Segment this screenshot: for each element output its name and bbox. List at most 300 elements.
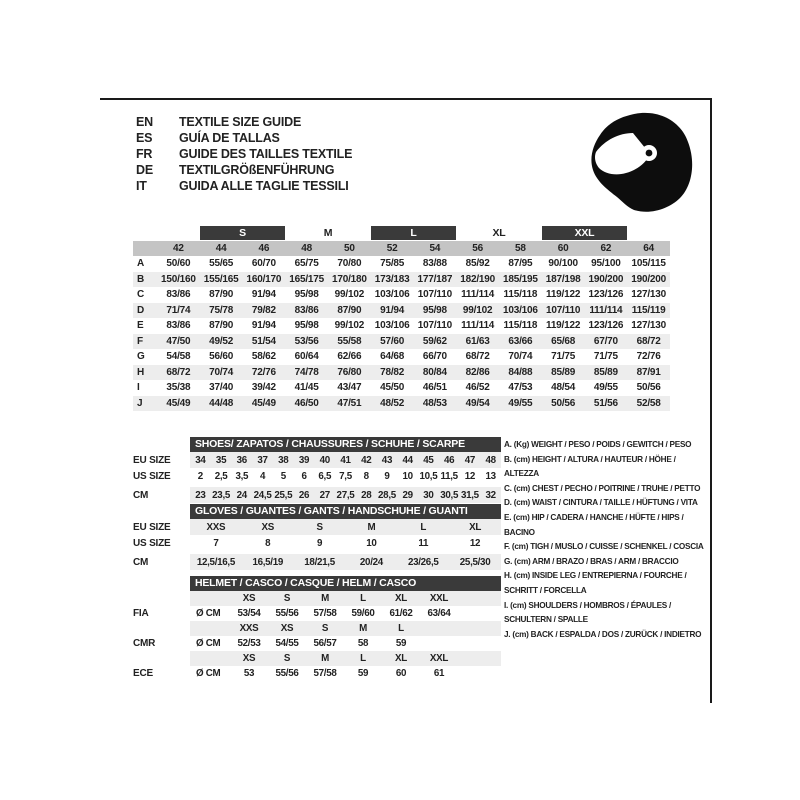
helmet-value-row-ece	[133, 666, 501, 681]
measure-value: 87/90	[337, 304, 362, 316]
measure-value: 50/56	[551, 397, 576, 409]
size-value: 2,5	[214, 470, 228, 482]
size-value: 28,5	[378, 489, 396, 501]
measure-value: 170/180	[332, 273, 367, 285]
measure-value: 68/72	[636, 335, 661, 347]
language-title: GUÍA DE TALLAS	[179, 131, 280, 145]
language-code: FR	[136, 147, 153, 161]
measure-value: 90/100	[548, 258, 578, 270]
helmet-size-value: 57/58	[313, 608, 337, 619]
measure-value: 66/70	[422, 351, 447, 363]
size-value: 42	[361, 454, 372, 466]
measure-value: 75/85	[380, 258, 405, 270]
size-value: 5	[280, 470, 286, 482]
size-value: 30,5	[440, 489, 459, 501]
size-value: 34	[195, 454, 206, 466]
size-value: 24	[236, 489, 247, 501]
measure-value: 83/86	[166, 320, 191, 332]
size-value: 30	[423, 489, 434, 501]
measure-value: 99/102	[334, 289, 365, 301]
size-number: 58	[515, 243, 526, 254]
measure-value: 127/130	[631, 289, 666, 301]
measure-value: 107/110	[417, 320, 452, 332]
measure-value: 74/78	[294, 366, 319, 378]
size-row-us-size	[133, 468, 501, 484]
helmet-value-row-cmr	[133, 636, 501, 651]
measure-value: 115/118	[503, 320, 538, 332]
size-value: 31,5	[460, 489, 479, 501]
measure-value: 48/54	[551, 382, 576, 394]
size-value: 44	[402, 454, 413, 466]
measure-value: 80/84	[422, 366, 447, 378]
size-value: 13	[485, 470, 496, 482]
measure-row-H	[133, 365, 670, 381]
measure-letter: E	[137, 320, 144, 332]
measure-value: 43/47	[337, 382, 362, 394]
language-code: EN	[136, 115, 153, 129]
measure-value: 84/88	[508, 366, 533, 378]
measure-value: 87/90	[209, 320, 234, 332]
legend-item: A. (Kg) WEIGHT / PESO / POIDS / GEWITCH / PESO	[504, 440, 692, 449]
legend-item: H. (cm) INSIDE LEG / ENTREPIERNA / FOURCHE / SCHRITT / FORCELLA	[504, 571, 687, 595]
measure-value: 85/89	[551, 366, 576, 378]
legend-item: C. (cm) CHEST / PECHO / POITRINE / TRUHE / PETTO	[504, 483, 701, 493]
language-title: GUIDE DES TAILLES TEXTILE	[179, 147, 353, 161]
measure-row-A	[133, 256, 670, 272]
legend-item: I. (cm) SHOULDERS / HOMBROS / ÉPAULES / SCHULTERN / SPALLE	[504, 600, 672, 625]
size-value: 6,5	[318, 470, 332, 482]
measure-value: 75/78	[209, 304, 234, 316]
size-value: 46	[444, 454, 455, 466]
helmet-size-label: XS	[242, 653, 256, 664]
measure-value: 105/115	[631, 258, 666, 270]
standard-label: CMR	[133, 638, 156, 649]
page-border-top	[100, 98, 712, 100]
size-group-row	[133, 226, 670, 240]
measure-value: 72/76	[636, 351, 661, 363]
standard-label: FIA	[133, 608, 149, 619]
size-value: 7	[213, 537, 219, 549]
legend-item: B. (cm) HEIGHT / ALTURA / HAUTEUR / HÖHE / ALTEZZA	[504, 454, 676, 479]
measure-value: 39/42	[251, 382, 276, 394]
measure-value: 51/56	[593, 397, 618, 409]
helmet-value-row-fia	[133, 606, 501, 621]
language-row	[136, 162, 352, 178]
row-label: EU SIZE	[133, 521, 171, 533]
measure-value: 119/122	[546, 289, 581, 301]
measure-row-B	[133, 272, 670, 288]
measure-value: 173/183	[374, 273, 410, 285]
measure-value: 70/74	[508, 351, 533, 363]
legend-item: D. (cm) WAIST / CINTURA / TAILLE / HÜFTUNG / VITA	[504, 498, 698, 508]
measure-value: 95/98	[294, 320, 319, 332]
measure-value: 60/70	[251, 258, 276, 270]
legend-item: J. (cm) BACK / ESPALDA / DOS / ZURÜCK / INDIETRO	[504, 629, 702, 639]
measure-value: 115/118	[503, 289, 538, 301]
helmet-size-label: XS	[242, 593, 256, 604]
language-row	[136, 146, 352, 162]
measure-value: 62/66	[337, 351, 362, 363]
size-value: 6	[301, 470, 307, 482]
size-value: 18/21,5	[304, 556, 335, 568]
measure-value: 82/86	[465, 366, 490, 378]
size-value: 23,5	[212, 489, 231, 501]
helmet-size-label: S	[321, 623, 329, 634]
measurement-legend	[504, 438, 704, 642]
size-group-label: S	[200, 226, 286, 240]
size-value: 24,5	[253, 489, 272, 501]
measure-value: 55/65	[209, 258, 234, 270]
standard-label: ECE	[133, 668, 153, 679]
size-value: XS	[261, 521, 274, 533]
language-code: DE	[136, 163, 153, 177]
language-row	[136, 130, 352, 146]
size-value: 23/26,5	[407, 556, 439, 568]
measure-value: 177/187	[417, 273, 453, 285]
measure-value: 111/114	[461, 320, 495, 332]
helmet-size-label: XXS	[239, 623, 259, 634]
size-number: 52	[386, 243, 398, 254]
measure-value: 47/50	[166, 335, 191, 347]
measure-value: 45/50	[380, 382, 405, 394]
helmet-size-label: S	[283, 593, 291, 604]
size-value: 47	[464, 454, 476, 466]
legend-item: G. (cm) ARM / BRAZO / BRAS / ARM / BRACCIO	[504, 556, 679, 566]
measure-value: 99/102	[462, 304, 493, 316]
measure-value: 95/98	[294, 289, 319, 301]
measure-value: 83/88	[422, 258, 447, 270]
measure-value: 64/68	[380, 351, 405, 363]
measure-value: 95/100	[591, 258, 621, 270]
measure-value: 52/58	[636, 397, 661, 409]
size-value: 41	[340, 454, 351, 466]
helmet-size-value: 56/57	[313, 638, 337, 649]
measure-value: 48/52	[380, 397, 405, 409]
measure-value: 54/58	[166, 351, 191, 363]
size-value: 27	[319, 489, 330, 501]
helmet-size-label: L	[398, 623, 404, 634]
row-label: EU SIZE	[133, 454, 171, 466]
size-value: 36	[236, 454, 247, 466]
size-value: 39	[298, 454, 310, 466]
measure-value: 71/75	[551, 351, 576, 363]
helmet-size-label: L	[360, 653, 366, 664]
measure-value: 123/126	[588, 289, 624, 301]
textile-size-table	[133, 226, 670, 411]
measure-value: 35/38	[166, 382, 191, 394]
size-value: 25,5	[274, 489, 293, 501]
size-value: XXS	[206, 521, 226, 533]
measure-value: 87/91	[636, 366, 661, 378]
measure-value: 46/52	[465, 382, 490, 394]
measure-value: 87/95	[508, 258, 533, 270]
language-row	[136, 114, 352, 130]
row-label: CM	[133, 489, 149, 501]
language-title: GUIDA ALLE TAGLIE TESSILI	[179, 179, 349, 193]
diameter-unit-label: Ø CM	[196, 608, 221, 619]
size-value: M	[367, 521, 376, 533]
size-value: 27,5	[336, 489, 355, 501]
measure-value: 72/76	[251, 366, 276, 378]
size-number: 56	[472, 243, 483, 254]
size-value: 43	[381, 454, 393, 466]
size-value: 3,5	[235, 470, 249, 482]
measure-value: 49/55	[593, 382, 618, 394]
measure-value: 103/106	[374, 289, 410, 301]
page-border-right	[710, 98, 712, 703]
size-value: 35	[215, 454, 227, 466]
size-value: 11,5	[440, 470, 458, 482]
helmet-size-value: 55/56	[275, 668, 299, 679]
measure-letter: H	[137, 366, 145, 378]
size-value: 32	[485, 489, 496, 501]
size-value: 10	[366, 537, 377, 549]
size-number: 44	[215, 243, 227, 254]
measure-value: 119/122	[546, 320, 581, 332]
measure-value: 65/68	[551, 335, 576, 347]
measure-value: 103/106	[503, 304, 538, 316]
size-number-row	[133, 241, 670, 256]
size-value: S	[316, 521, 323, 533]
measure-row-J	[133, 396, 670, 412]
helmet-size-label: XXL	[429, 593, 449, 604]
size-value: 10	[402, 470, 413, 482]
helmet-table-title: HELMET / CASCO / CASQUE / HELM / CASCO	[190, 576, 501, 591]
helmet-size-value: 59/60	[351, 608, 375, 619]
diameter-unit-label: Ø CM	[196, 638, 221, 649]
size-value: 45	[423, 454, 434, 466]
measure-value: 47/53	[508, 382, 533, 394]
measure-value: 41/45	[294, 382, 319, 394]
size-value: 4	[259, 470, 266, 482]
shoes-size-table	[133, 437, 501, 503]
helmet-size-value: 54/55	[275, 638, 299, 649]
size-row-cm	[133, 487, 501, 503]
helmet-size-value: 59	[395, 638, 407, 649]
measure-value: 78/82	[380, 366, 405, 378]
size-value: 16,5/19	[252, 556, 284, 568]
measure-value: 185/195	[503, 273, 538, 285]
language-title: TEXTILE SIZE GUIDE	[179, 115, 302, 129]
helmet-size-value: 55/56	[275, 608, 299, 619]
size-value: 26	[298, 489, 310, 501]
measure-value: 83/86	[166, 289, 191, 301]
helmet-size-label: S	[283, 653, 291, 664]
gloves-size-table	[133, 504, 501, 570]
measure-letter: I	[137, 382, 140, 394]
measure-value: 46/51	[422, 382, 447, 394]
measure-value: 46/50	[294, 397, 319, 409]
measure-value: 71/74	[166, 304, 191, 316]
size-value: 48	[485, 454, 496, 466]
measure-value: 115/119	[631, 304, 666, 316]
measure-value: 150/160	[161, 273, 196, 285]
measure-value: 190/200	[631, 273, 666, 285]
measure-value: 111/114	[461, 289, 495, 301]
measure-value: 67/70	[593, 335, 618, 347]
language-title-list	[136, 114, 352, 194]
helmet-size-value: 61	[433, 668, 445, 679]
measure-value: 44/48	[209, 397, 234, 409]
measure-value: 51/54	[251, 335, 276, 347]
size-value: 12	[469, 537, 481, 549]
diameter-unit-label: Ø CM	[196, 668, 221, 679]
helmet-size-value: 59	[357, 668, 369, 679]
measure-value: 107/110	[417, 289, 452, 301]
measure-letter: C	[137, 289, 145, 301]
measure-value: 65/75	[294, 258, 319, 270]
size-group-label: L	[371, 226, 457, 240]
measure-value: 70/74	[209, 366, 234, 378]
measure-value: 60/64	[294, 351, 319, 363]
size-group-label: M	[323, 227, 333, 239]
measure-value: 85/89	[593, 366, 618, 378]
measure-value: 68/72	[465, 351, 490, 363]
measure-letter: F	[137, 335, 143, 347]
size-value: 20/24	[359, 556, 383, 568]
measure-value: 48/53	[422, 397, 447, 409]
language-row	[136, 178, 352, 194]
measure-value: 50/60	[166, 258, 191, 270]
size-value: 38	[278, 454, 289, 466]
helmet-size-value: 60	[395, 668, 407, 679]
helmet-size-value: 53	[243, 668, 255, 679]
size-value: 7,5	[339, 470, 352, 482]
helmet-size-value: 57/58	[313, 668, 337, 679]
size-number: 42	[173, 243, 184, 254]
size-value: 9	[384, 470, 390, 482]
helmet-size-header-ece	[133, 651, 501, 666]
size-value: 28	[361, 489, 372, 501]
helmet-size-value: 61/62	[389, 608, 413, 619]
measure-value: 165/175	[289, 273, 324, 285]
size-value: 11	[418, 537, 429, 549]
size-value: 40	[319, 454, 330, 466]
measure-value: 53/56	[294, 335, 319, 347]
measure-letter: D	[137, 304, 145, 316]
size-number: 60	[557, 243, 569, 254]
size-value: 10,5	[419, 470, 438, 482]
helmet-size-label: XL	[395, 593, 407, 604]
measure-value: 55/58	[337, 335, 362, 347]
measure-value: 50/56	[636, 382, 661, 394]
measure-value: 190/200	[588, 273, 624, 285]
size-row-eu-size	[133, 519, 501, 535]
helmet-size-label: M	[321, 593, 329, 604]
size-value: 12,5/16,5	[196, 556, 235, 568]
measure-value: 49/52	[209, 335, 234, 347]
shoes-table-title: SHOES/ ZAPATOS / CHAUSSURES / SCHUHE / SCARPE	[190, 437, 501, 452]
measure-row-C	[133, 287, 670, 303]
measure-value: 57/60	[380, 335, 405, 347]
size-value: 37	[257, 454, 268, 466]
size-value: 8	[363, 470, 369, 482]
measure-value: 70/80	[337, 258, 362, 270]
measure-value: 99/102	[334, 320, 365, 332]
size-row-cm	[133, 554, 501, 570]
measure-row-I	[133, 380, 670, 396]
legend-item: E. (cm) HIP / CADERA / HANCHE / HÜFTE / HIPS / BACINO	[504, 512, 684, 537]
measure-value: 71/75	[593, 351, 618, 363]
size-value: 2	[197, 470, 203, 482]
measure-value: 56/60	[209, 351, 234, 363]
size-value: 9	[316, 537, 323, 549]
measure-value: 58/62	[251, 351, 276, 363]
helmet-size-label: L	[360, 593, 366, 604]
measure-value: 59/62	[422, 335, 447, 347]
measure-value: 127/130	[631, 320, 666, 332]
measure-value: 91/94	[251, 320, 276, 332]
helmet-size-value: 58	[357, 638, 369, 649]
helmet-size-value: 52/53	[237, 638, 261, 649]
row-label: CM	[133, 556, 149, 568]
size-row-us-size	[133, 535, 501, 551]
size-number: 62	[600, 243, 612, 254]
size-number: 46	[258, 243, 270, 254]
size-number: 50	[344, 243, 355, 254]
helmet-size-header-cmr	[133, 621, 501, 636]
gloves-table-title: GLOVES / GUANTES / GANTS / HANDSCHUHE / GUANTI	[190, 504, 501, 519]
size-value: 23	[195, 489, 206, 501]
measure-value: 49/55	[508, 397, 533, 409]
measure-value: 187/198	[545, 273, 581, 285]
measure-value: 45/49	[166, 397, 191, 409]
language-code: IT	[136, 179, 147, 193]
size-group-label: XXL	[542, 226, 628, 240]
measure-value: 91/94	[380, 304, 405, 316]
language-title: TEXTILGRÖßENFÜHRUNG	[179, 163, 335, 177]
helmet-icon	[584, 110, 700, 218]
helmet-size-label: XXL	[429, 653, 449, 664]
measure-value: 83/86	[294, 304, 319, 316]
measure-value: 182/190	[460, 273, 495, 285]
measure-value: 95/98	[422, 304, 447, 316]
measure-value: 103/106	[374, 320, 410, 332]
size-group-label: XL	[492, 227, 506, 239]
measure-value: 79/82	[251, 304, 276, 316]
measure-value: 63/66	[508, 335, 533, 347]
measure-value: 123/126	[588, 320, 624, 332]
measure-row-D	[133, 303, 670, 319]
measure-letter: A	[137, 258, 145, 270]
measure-value: 107/110	[546, 304, 581, 316]
helmet-size-label: M	[321, 653, 329, 664]
measure-row-F	[133, 334, 670, 350]
helmet-size-label: XL	[395, 653, 407, 664]
measure-value: 85/92	[465, 258, 490, 270]
legend-item: F. (cm) TIGH / MUSLO / CUISSE / SCHENKEL / COSCIA	[504, 542, 704, 552]
measure-row-G	[133, 349, 670, 365]
size-value: 25,5/30	[459, 556, 491, 568]
measure-value: 76/80	[337, 366, 362, 378]
helmet-size-table	[133, 576, 501, 681]
measure-letter: B	[137, 273, 145, 285]
language-code: ES	[136, 131, 153, 145]
measure-letter: J	[137, 397, 143, 409]
measure-value: 160/170	[246, 273, 282, 285]
measure-value: 68/72	[166, 366, 191, 378]
helmet-size-value: 63/64	[427, 608, 451, 619]
row-label: US SIZE	[133, 537, 171, 549]
helmet-size-label: XS	[280, 623, 294, 634]
size-number: 64	[643, 243, 654, 254]
row-label: US SIZE	[133, 470, 171, 482]
measure-value: 91/94	[251, 289, 276, 301]
size-number: 54	[429, 243, 441, 254]
helmet-size-header-fia	[133, 591, 501, 606]
measure-value: 45/49	[251, 397, 276, 409]
size-row-eu-size	[133, 452, 501, 468]
